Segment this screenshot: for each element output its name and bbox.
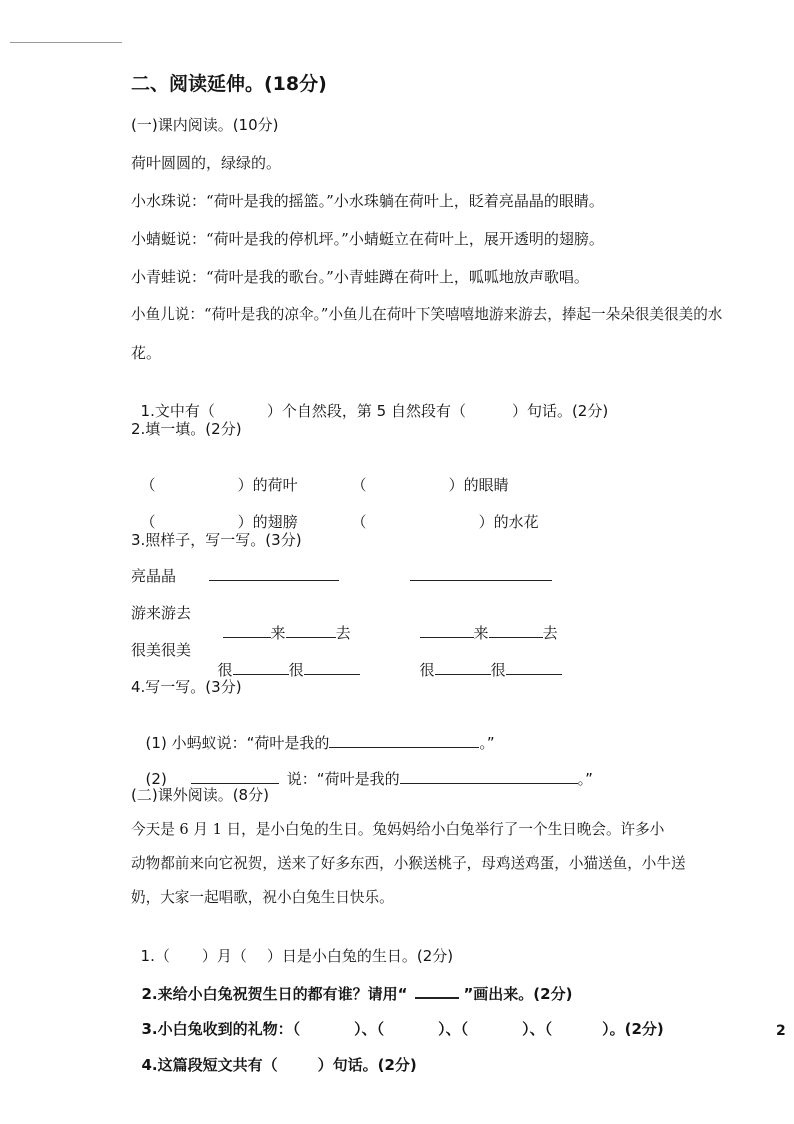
write-line-1 bbox=[136, 713, 495, 753]
example-1-blank-left[interactable] bbox=[209, 566, 339, 586]
passage2-line-3: 奶，大家一起唱歌，祝小白兔生日快乐。 bbox=[131, 889, 394, 906]
write-line-1-prefix: (1) 小蚂蚁说：“荷叶是我的 bbox=[145, 734, 330, 752]
example-1-word: 亮晶晶 bbox=[131, 567, 177, 585]
page-number: 2 bbox=[776, 1023, 786, 1039]
top-rule bbox=[10, 42, 122, 43]
p1-q1-text-a: 1.文中有（ bbox=[140, 402, 215, 420]
p1-question-2-label: 2.填一填。(2分) bbox=[131, 420, 242, 438]
fill-item-2-open: （ bbox=[351, 476, 367, 494]
p1-question-1 bbox=[131, 381, 608, 421]
fill-item-1-close: ）的荷叶 bbox=[237, 476, 298, 494]
example-3-word: 很美很美 bbox=[131, 641, 192, 659]
write-line-2-speaker-blank[interactable] bbox=[191, 769, 279, 784]
p2-q1-text-c: ）日是小白兔的生日。(2分) bbox=[266, 947, 454, 965]
example-3-left-group bbox=[208, 640, 360, 680]
fill-item-3-open: （ bbox=[140, 513, 156, 531]
example-2-left-group bbox=[213, 603, 351, 643]
fill-item-4-close: ）的水花 bbox=[478, 513, 539, 531]
example-2-left-blank-a[interactable] bbox=[223, 623, 271, 638]
p2-question-1 bbox=[131, 926, 453, 966]
fill-item-3-close: ）的翅膀 bbox=[237, 513, 298, 531]
passage1-line-4: 小青蛙说：“荷叶是我的歌台。”小青蛙蹲在荷叶上，呱呱地放声歌唱。 bbox=[131, 268, 589, 286]
passage1-line-1: 荷叶圆圆的，绿绿的。 bbox=[131, 154, 282, 172]
example-2-right-blank-b[interactable] bbox=[489, 623, 543, 638]
p2-q2-line-sample bbox=[415, 983, 459, 999]
example-1-blank-right[interactable] bbox=[410, 566, 552, 586]
example-3-right-blank-b[interactable] bbox=[506, 660, 562, 675]
example-3-right-group bbox=[410, 640, 562, 680]
write-line-2-number: (2) bbox=[145, 770, 167, 788]
section-title: 二、阅读延伸。(18分) bbox=[131, 73, 327, 95]
p2-q3-text-b: ）、（ bbox=[354, 1020, 385, 1038]
fill-item-2 bbox=[342, 455, 509, 495]
passage1-line-3: 小蜻蜓说：“荷叶是我的停机坪。”小蜻蜓立在荷叶上，展开透明的翅膀。 bbox=[131, 230, 604, 248]
part2-heading: (二)课外阅读。(8分) bbox=[131, 786, 269, 804]
write-line-2-blank[interactable] bbox=[400, 769, 578, 784]
example-2-right-blank-a[interactable] bbox=[420, 623, 474, 638]
p2-q4-text-b: ）句话。(2分) bbox=[317, 1056, 417, 1074]
p2-q1-text-b: ）月（ bbox=[201, 947, 247, 965]
example-2-right-qu: 去 bbox=[542, 624, 558, 642]
fill-item-2-close: ）的眼睛 bbox=[448, 476, 509, 494]
example-2-word: 游来游去 bbox=[131, 604, 192, 622]
example-2-right-group bbox=[410, 603, 558, 643]
passage2-line-2: 动物都前来向它祝贺，送来了好多东西，小猴送桃子，母鸡送鸡蛋，小猫送鱼，小牛送 bbox=[131, 855, 686, 872]
p2-q1-text-a: 1.（ bbox=[140, 947, 170, 965]
p2-q2-text-a: 2.来给小白兔祝贺生日的都有谁？请用“ bbox=[141, 985, 408, 1003]
passage1-line-6: 花。 bbox=[131, 344, 162, 362]
p2-q3-text-d: ）、（ bbox=[522, 1020, 553, 1038]
write-line-1-suffix: 。” bbox=[479, 734, 495, 752]
example-3-right-blank-a[interactable] bbox=[435, 660, 491, 675]
fill-item-1 bbox=[131, 455, 298, 495]
p2-q4-text-a: 4.这篇段短文共有（ bbox=[141, 1056, 278, 1074]
example-3-right-hen-b: 很 bbox=[490, 661, 506, 679]
fill-item-4-open: （ bbox=[351, 513, 367, 531]
example-2-left-qu: 去 bbox=[335, 624, 351, 642]
p1-q1-text-b: ）个自然段，第 5 自然段有（ bbox=[266, 402, 466, 420]
p2-question-2 bbox=[131, 963, 572, 1004]
p2-q2-text-b: ”画出来。(2分) bbox=[463, 985, 573, 1003]
p1-question-3-label: 3.照样子，写一写。(3分) bbox=[131, 531, 302, 549]
p2-q3-text-a: 3.小白兔收到的礼物：（ bbox=[141, 1020, 301, 1038]
p1-question-4-label: 4.写一写。(3分) bbox=[131, 678, 242, 696]
p2-question-3 bbox=[131, 999, 664, 1039]
p2-q3-text-c: ）、（ bbox=[438, 1020, 469, 1038]
example-3-left-hen-a: 很 bbox=[217, 661, 233, 679]
p2-question-4 bbox=[131, 1035, 417, 1075]
write-line-1-blank[interactable] bbox=[329, 733, 479, 748]
example-3-left-hen-b: 很 bbox=[288, 661, 304, 679]
example-2-right-lai: 来 bbox=[473, 624, 489, 642]
example-3-right-hen-a: 很 bbox=[419, 661, 435, 679]
example-3-left-blank-b[interactable] bbox=[304, 660, 360, 675]
example-3-left-blank-a[interactable] bbox=[233, 660, 289, 675]
passage1-line-5: 小鱼儿说：“荷叶是我的凉伞。”小鱼儿在荷叶下笑嘻嘻地游来游去，捧起一朵朵很美很美的水 bbox=[131, 306, 723, 323]
fill-item-1-open: （ bbox=[140, 476, 156, 494]
part1-heading: (一)课内阅读。(10分) bbox=[131, 116, 279, 134]
example-2-left-lai: 来 bbox=[270, 624, 286, 642]
p1-q1-text-c: ）句话。(2分) bbox=[511, 402, 609, 420]
write-line-2 bbox=[136, 749, 593, 789]
fill-item-3 bbox=[131, 492, 298, 532]
passage1-line-2: 小水珠说：“荷叶是我的摇篮。”小水珠躺在荷叶上，眨着亮晶晶的眼睛。 bbox=[131, 192, 604, 210]
example-2-left-blank-b[interactable] bbox=[286, 623, 336, 638]
passage2-line-1: 今天是 6 月 1 日，是小白兔的生日。兔妈妈给小白兔举行了一个生日晚会。许多小 bbox=[131, 821, 665, 838]
p2-q3-text-e: ）。(2分) bbox=[602, 1020, 664, 1038]
write-line-2-suffix: 。” bbox=[577, 770, 593, 788]
fill-item-4 bbox=[342, 492, 539, 532]
write-line-2-middle: 说：“荷叶是我的 bbox=[286, 770, 400, 788]
